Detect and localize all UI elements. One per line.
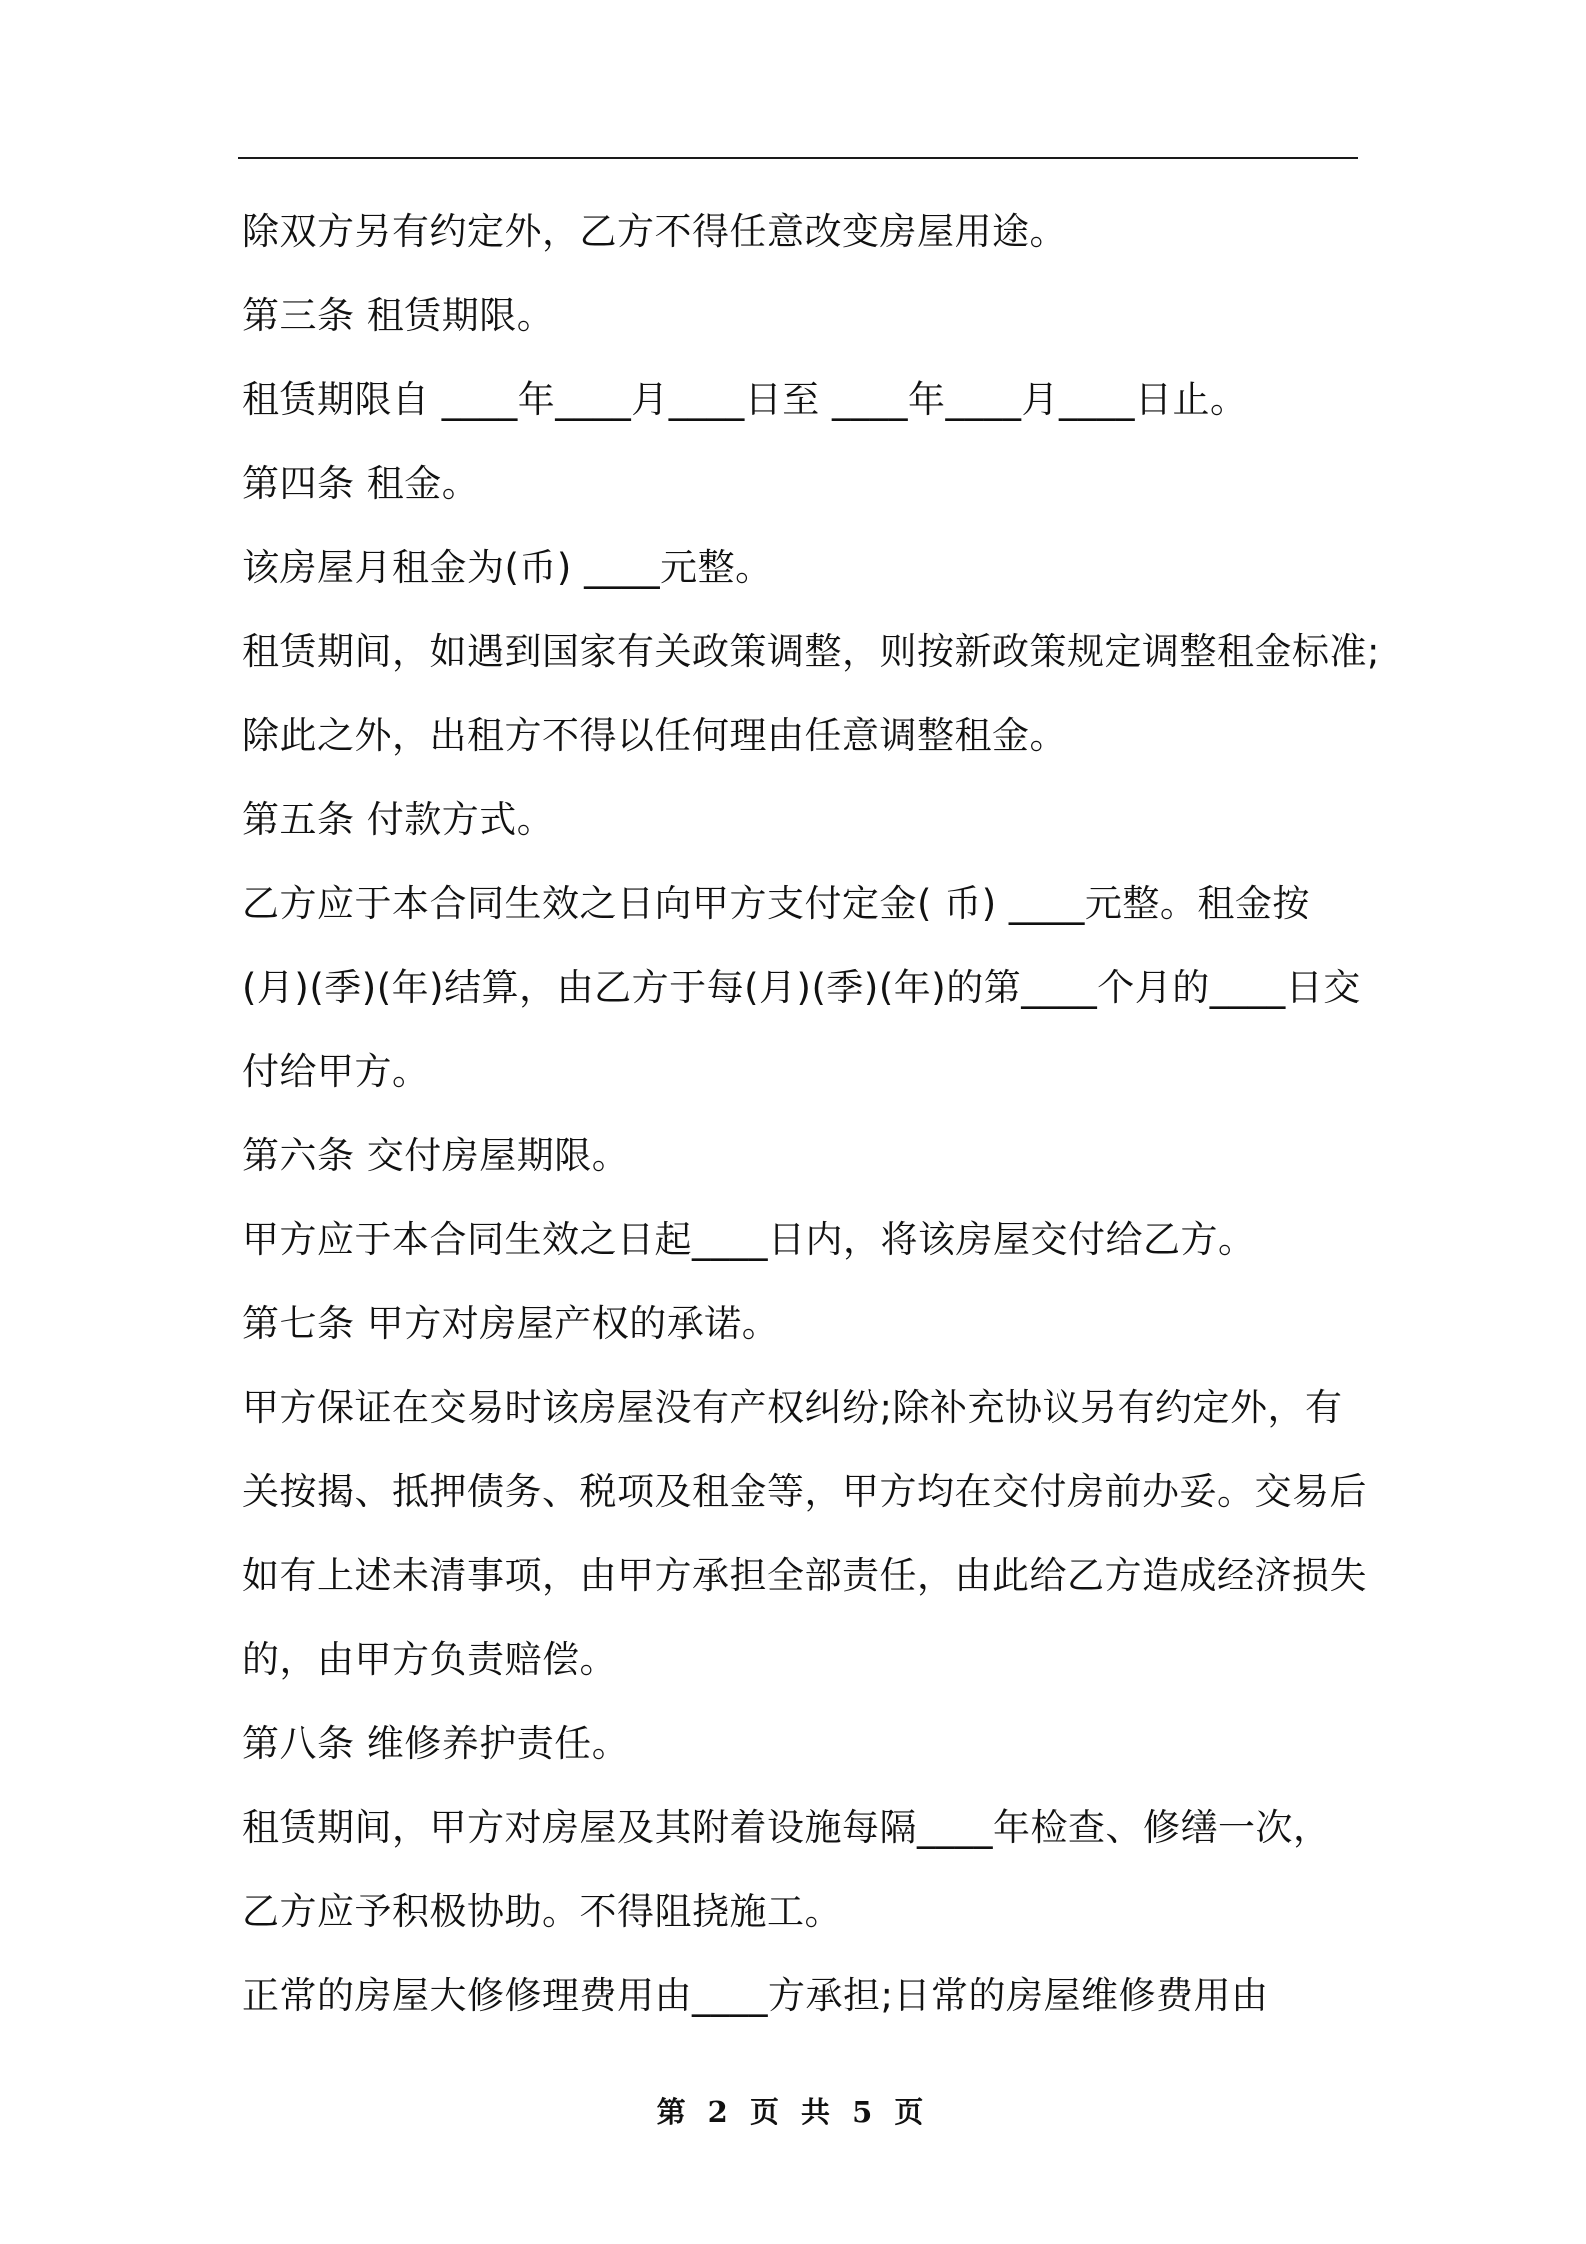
text-line: 付给甲方。 — [242, 1050, 430, 1093]
contract-body — [242, 190, 1380, 2038]
text-line: (月)(季)(年)结算，由乙方于每(月)(季)(年)的第____个月的____日交 — [242, 966, 1361, 1009]
text-line: 租赁期限自 ____年____月____日至 ____年____月____日止。 — [242, 378, 1248, 421]
article-heading: 第四条 租金。 — [242, 462, 480, 505]
text-line: 关按揭、抵押债务、税项及租金等，甲方均在交付房前办妥。交易后 — [242, 1470, 1367, 1513]
text-line: 甲方保证在交易时该房屋没有产权纠纷;除补充协议另有约定外，有 — [242, 1386, 1343, 1429]
article-heading: 第六条 交付房屋期限。 — [242, 1134, 630, 1177]
article-heading: 第三条 租赁期限。 — [242, 294, 555, 337]
page-number: 第 2 页 共 5 页 — [656, 2095, 930, 2129]
article-heading: 第八条 维修养护责任。 — [242, 1722, 630, 1765]
text-line: 该房屋月租金为(币) ____元整。 — [242, 546, 773, 589]
text-line: 乙方应予积极协助。不得阻挠施工。 — [242, 1890, 842, 1933]
text-line: 的，由甲方负责赔偿。 — [242, 1638, 617, 1681]
header-rule — [238, 157, 1358, 159]
text-line: 甲方应于本合同生效之日起____日内，将该房屋交付给乙方。 — [242, 1218, 1256, 1261]
text-line: 正常的房屋大修修理费用由____方承担;日常的房屋维修费用由 — [242, 1974, 1269, 2017]
text-line: 除双方另有约定外，乙方不得任意改变房屋用途。 — [242, 210, 1067, 253]
text-line: 除此之外，出租方不得以任何理由任意调整租金。 — [242, 714, 1067, 757]
article-heading: 第五条 付款方式。 — [242, 798, 555, 841]
article-heading: 第七条 甲方对房屋产权的承诺。 — [242, 1302, 780, 1345]
text-line: 租赁期间，甲方对房屋及其附着设施每隔____年检查、修缮一次， — [242, 1806, 1331, 1849]
text-line: 如有上述未清事项，由甲方承担全部责任，由此给乙方造成经济损失 — [242, 1554, 1367, 1597]
text-line: 租赁期间，如遇到国家有关政策调整，则按新政策规定调整租金标准; — [242, 630, 1380, 673]
text-line: 乙方应于本合同生效之日向甲方支付定金( 币) ____元整。租金按 — [242, 882, 1310, 925]
